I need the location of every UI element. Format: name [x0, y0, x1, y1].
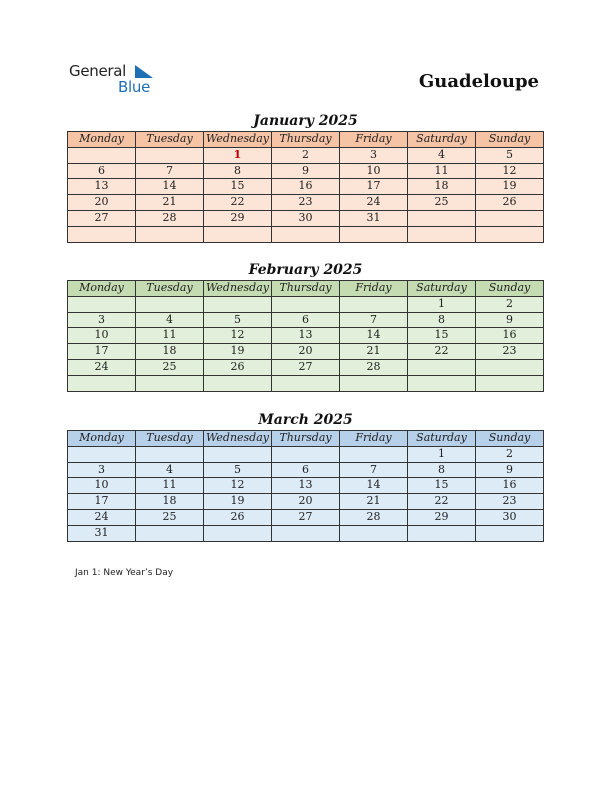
week-row	[68, 195, 544, 211]
month-title: March 2025	[258, 412, 353, 428]
day-cell: 1	[204, 147, 272, 163]
month-march	[67, 410, 544, 542]
day-cell: 5	[476, 147, 544, 163]
day-cell: 5	[204, 312, 272, 328]
logo-text-blue: Blue	[118, 78, 150, 96]
day-cell: 4	[136, 312, 204, 328]
day-cell: 15	[408, 328, 476, 344]
day-cell: 7	[340, 462, 408, 478]
day-cell	[204, 296, 272, 312]
day-cell: 28	[340, 359, 408, 375]
logo-triangle-icon	[135, 65, 153, 78]
day-cell	[272, 226, 340, 242]
day-cell	[136, 525, 204, 541]
weekday-header: Friday	[340, 431, 408, 447]
day-cell: 21	[340, 344, 408, 360]
weekday-header-row	[68, 132, 544, 148]
day-cell: 24	[68, 359, 136, 375]
week-row	[68, 147, 544, 163]
day-cell: 9	[476, 462, 544, 478]
day-cell: 2	[476, 446, 544, 462]
day-cell: 13	[272, 328, 340, 344]
weekday-header: Sunday	[476, 431, 544, 447]
week-row	[68, 296, 544, 312]
weekday-header: Saturday	[408, 431, 476, 447]
weekday-header: Monday	[68, 281, 136, 297]
day-cell	[408, 226, 476, 242]
calendar-table	[67, 131, 544, 243]
month-title: February 2025	[248, 262, 363, 278]
day-cell: 25	[408, 195, 476, 211]
day-cell: 15	[204, 179, 272, 195]
day-cell	[476, 525, 544, 541]
week-row	[68, 344, 544, 360]
day-cell: 5	[204, 462, 272, 478]
day-cell: 22	[408, 344, 476, 360]
week-row	[68, 462, 544, 478]
day-cell: 15	[408, 478, 476, 494]
week-row	[68, 312, 544, 328]
country-title: Guadeloupe	[418, 71, 539, 92]
day-cell: 10	[340, 163, 408, 179]
day-cell	[68, 375, 136, 391]
month-january	[67, 111, 544, 243]
calendar-table	[67, 430, 544, 542]
day-cell: 8	[204, 163, 272, 179]
day-cell: 11	[136, 328, 204, 344]
day-cell: 12	[204, 328, 272, 344]
day-cell: 12	[476, 163, 544, 179]
day-cell	[136, 147, 204, 163]
weekday-header: Saturday	[408, 132, 476, 148]
week-row	[68, 446, 544, 462]
day-cell: 18	[408, 179, 476, 195]
month-title: January 2025	[253, 113, 358, 129]
day-cell: 12	[204, 478, 272, 494]
weekday-header: Thursday	[272, 132, 340, 148]
day-cell: 19	[204, 344, 272, 360]
day-cell	[68, 296, 136, 312]
day-cell	[204, 446, 272, 462]
weekday-header: Sunday	[476, 132, 544, 148]
day-cell: 1	[408, 296, 476, 312]
day-cell: 30	[272, 210, 340, 226]
weekday-header: Monday	[68, 431, 136, 447]
day-cell: 25	[136, 509, 204, 525]
day-cell: 27	[272, 359, 340, 375]
day-cell: 23	[272, 195, 340, 211]
day-cell: 20	[68, 195, 136, 211]
day-cell	[272, 375, 340, 391]
day-cell: 19	[204, 494, 272, 510]
day-cell	[204, 375, 272, 391]
day-cell: 27	[68, 210, 136, 226]
day-cell: 25	[136, 359, 204, 375]
day-cell	[136, 375, 204, 391]
day-cell: 21	[340, 494, 408, 510]
day-cell: 20	[272, 494, 340, 510]
day-cell: 16	[476, 328, 544, 344]
day-cell: 6	[272, 312, 340, 328]
day-cell	[476, 210, 544, 226]
holiday-note: Jan 1: New Year’s Day	[75, 568, 174, 578]
week-row	[68, 494, 544, 510]
day-cell	[408, 359, 476, 375]
day-cell: 6	[68, 163, 136, 179]
day-cell: 22	[408, 494, 476, 510]
day-cell	[408, 210, 476, 226]
day-cell	[340, 375, 408, 391]
day-cell: 3	[68, 462, 136, 478]
day-cell: 21	[136, 195, 204, 211]
day-cell: 27	[272, 509, 340, 525]
weekday-header: Wednesday	[204, 281, 272, 297]
day-cell	[68, 226, 136, 242]
weekday-header: Friday	[340, 281, 408, 297]
day-cell	[476, 375, 544, 391]
day-cell: 7	[340, 312, 408, 328]
day-cell: 14	[340, 328, 408, 344]
day-cell: 22	[204, 195, 272, 211]
week-row	[68, 509, 544, 525]
weekday-header-row	[68, 281, 544, 297]
weekday-header: Saturday	[408, 281, 476, 297]
week-row	[68, 163, 544, 179]
month-february	[67, 260, 544, 392]
day-cell: 26	[476, 195, 544, 211]
day-cell: 24	[68, 509, 136, 525]
day-cell: 10	[68, 328, 136, 344]
day-cell	[272, 525, 340, 541]
day-cell: 13	[272, 478, 340, 494]
day-cell: 30	[476, 509, 544, 525]
day-cell	[408, 525, 476, 541]
week-row	[68, 328, 544, 344]
day-cell	[136, 296, 204, 312]
day-cell: 26	[204, 359, 272, 375]
weekday-header: Friday	[340, 132, 408, 148]
day-cell	[68, 446, 136, 462]
day-cell: 3	[340, 147, 408, 163]
logo	[69, 62, 169, 96]
day-cell	[68, 147, 136, 163]
day-cell	[408, 375, 476, 391]
weekday-header: Tuesday	[136, 281, 204, 297]
day-cell	[476, 226, 544, 242]
day-cell: 4	[408, 147, 476, 163]
day-cell: 4	[136, 462, 204, 478]
day-cell: 17	[68, 494, 136, 510]
day-cell: 24	[340, 195, 408, 211]
day-cell: 17	[340, 179, 408, 195]
day-cell: 31	[68, 525, 136, 541]
day-cell: 1	[408, 446, 476, 462]
weekday-header: Monday	[68, 132, 136, 148]
calendar-table	[67, 280, 544, 392]
day-cell: 11	[408, 163, 476, 179]
weekday-header: Thursday	[272, 281, 340, 297]
day-cell: 2	[272, 147, 340, 163]
day-cell: 2	[476, 296, 544, 312]
day-cell: 16	[476, 478, 544, 494]
week-row	[68, 179, 544, 195]
day-cell: 23	[476, 344, 544, 360]
day-cell	[204, 226, 272, 242]
week-row	[68, 525, 544, 541]
week-row	[68, 210, 544, 226]
day-cell	[204, 525, 272, 541]
weekday-header: Wednesday	[204, 431, 272, 447]
day-cell	[340, 446, 408, 462]
week-row	[68, 226, 544, 242]
day-cell	[272, 296, 340, 312]
day-cell: 13	[68, 179, 136, 195]
day-cell: 29	[204, 210, 272, 226]
day-cell: 16	[272, 179, 340, 195]
weekday-header: Thursday	[272, 431, 340, 447]
weekday-header: Tuesday	[136, 431, 204, 447]
day-cell: 8	[408, 312, 476, 328]
day-cell: 28	[136, 210, 204, 226]
day-cell	[340, 525, 408, 541]
day-cell: 10	[68, 478, 136, 494]
week-row	[68, 375, 544, 391]
day-cell: 31	[340, 210, 408, 226]
day-cell: 18	[136, 494, 204, 510]
day-cell: 14	[136, 179, 204, 195]
day-cell: 8	[408, 462, 476, 478]
day-cell: 26	[204, 509, 272, 525]
day-cell: 11	[136, 478, 204, 494]
day-cell: 28	[340, 509, 408, 525]
day-cell: 29	[408, 509, 476, 525]
day-cell: 20	[272, 344, 340, 360]
day-cell: 9	[476, 312, 544, 328]
day-cell	[136, 226, 204, 242]
day-cell: 9	[272, 163, 340, 179]
day-cell: 14	[340, 478, 408, 494]
weekday-header: Tuesday	[136, 132, 204, 148]
logo-text-general: General	[69, 62, 127, 80]
day-cell	[340, 226, 408, 242]
weekday-header: Sunday	[476, 281, 544, 297]
day-cell	[476, 359, 544, 375]
day-cell: 6	[272, 462, 340, 478]
week-row	[68, 359, 544, 375]
day-cell	[272, 446, 340, 462]
day-cell: 17	[68, 344, 136, 360]
day-cell: 7	[136, 163, 204, 179]
day-cell	[340, 296, 408, 312]
weekday-header: Wednesday	[204, 132, 272, 148]
week-row	[68, 478, 544, 494]
day-cell	[136, 446, 204, 462]
day-cell: 18	[136, 344, 204, 360]
day-cell: 3	[68, 312, 136, 328]
day-cell: 23	[476, 494, 544, 510]
day-cell: 19	[476, 179, 544, 195]
weekday-header-row	[68, 431, 544, 447]
